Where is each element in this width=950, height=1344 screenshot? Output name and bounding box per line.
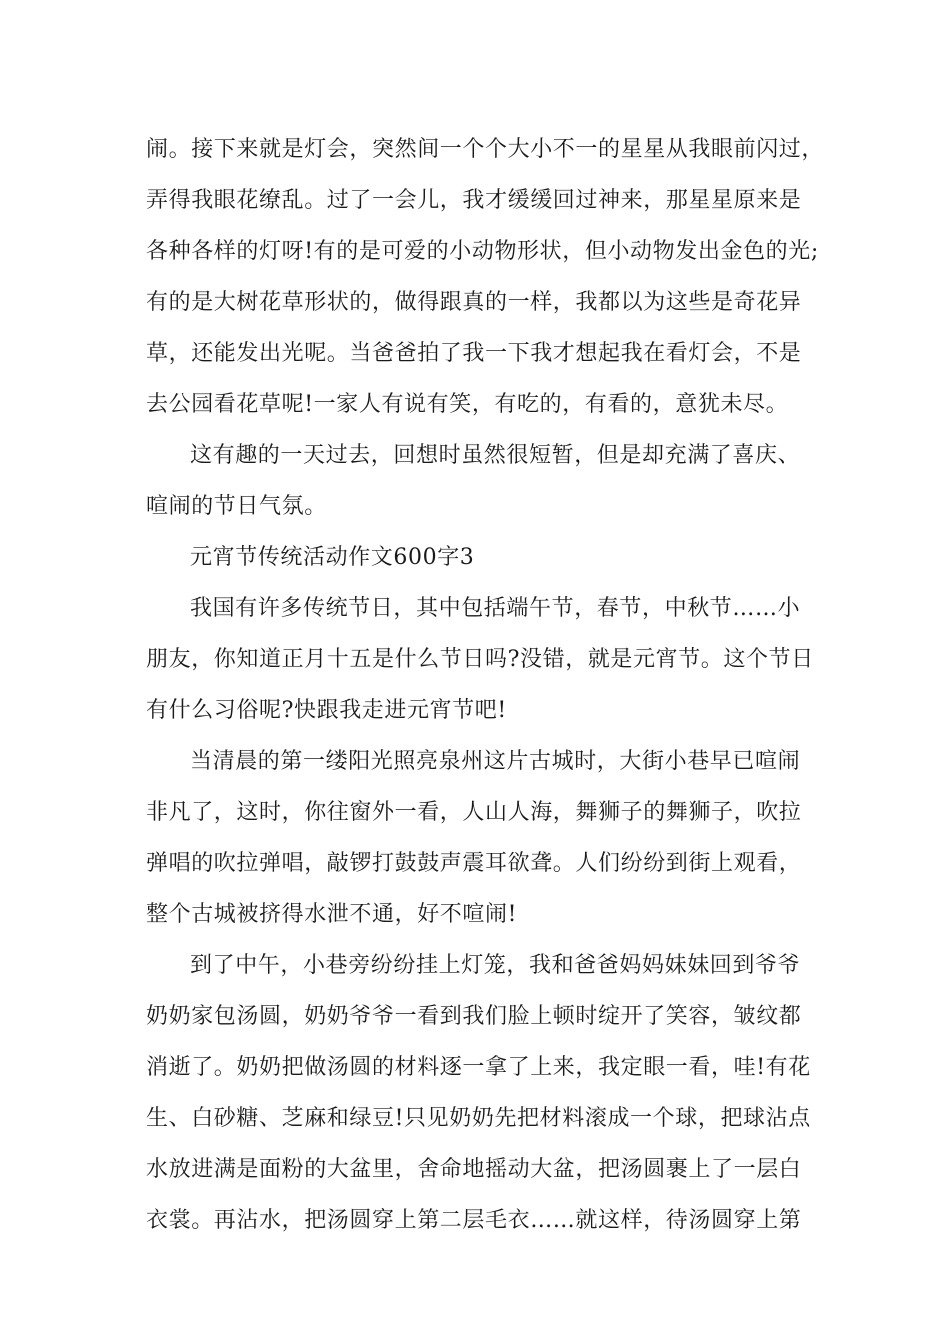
paragraph-line: 去公园看花草呢!一家人有说有笑，有吃的，有看的，意犹未尽。 [146,392,789,417]
paragraph-line: 整个古城被挤得水泄不通，好不喧闹! [146,902,518,927]
paragraph-line: 衣裳。再沾水，把汤圆穿上第二层毛衣……就这样，待汤圆穿上第 [146,1208,802,1233]
paragraph-line: 生、白砂糖、芝麻和绿豆!只见奶奶先把材料滚成一个球，把球沾点 [146,1106,811,1131]
paragraph-line: 有的是大树花草形状的，做得跟真的一样，我都以为这些是奇花异 [146,290,802,315]
paragraph-line: 当清晨的第一缕阳光照亮泉州这片古城时，大街小巷早已喧闹 [190,749,801,774]
paragraph-line: 我国有许多传统节日，其中包括端午节，春节，中秋节……小 [190,596,801,621]
section-heading: 元宵节传统活动作文600字3 [190,545,475,570]
paragraph-line: 草，还能发出光呢。当爸爸拍了我一下我才想起我在看灯会，不是 [146,341,802,366]
paragraph-line: 喧闹的节日气氛。 [146,494,327,519]
paragraph-line: 到了中午，小巷旁纷纷挂上灯笼，我和爸爸妈妈妹妹回到爷爷 [190,953,801,978]
paragraph-line: 弹唱的吹拉弹唱，敲锣打鼓鼓声震耳欲聋。人们纷纷到街上观看， [146,851,802,876]
paragraph-line: 奶奶家包汤圆，奶奶爷爷一看到我们脸上顿时绽开了笑容，皱纹都 [146,1004,802,1029]
paragraph-line: 闹。接下来就是灯会，突然间一个个大小不一的星星从我眼前闪过， [146,137,825,162]
paragraph-line: 水放进满是面粉的大盆里，舍命地摇动大盆，把汤圆裹上了一层白 [146,1157,802,1182]
paragraph-line: 弄得我眼花缭乱。过了一会儿，我才缓缓回过神来，那星星原来是 [146,188,802,213]
paragraph-line: 这有趣的一天过去，回想时虽然很短暂，但是却充满了喜庆、 [190,443,801,468]
paragraph-line: 消逝了。奶奶把做汤圆的材料逐一拿了上来，我定眼一看，哇!有花 [146,1055,811,1080]
paragraph-line: 有什么习俗呢?快跟我走进元宵节吧! [146,698,507,723]
paragraph-line: 朋友，你知道正月十五是什么节日吗?没错，就是元宵节。这个节日 [146,647,814,672]
paragraph-line: 各种各样的灯呀!有的是可爱的小动物形状，但小动物发出金色的光; [146,239,819,264]
paragraph-line: 非凡了，这时，你往窗外一看，人山人海，舞狮子的舞狮子，吹拉 [146,800,802,825]
